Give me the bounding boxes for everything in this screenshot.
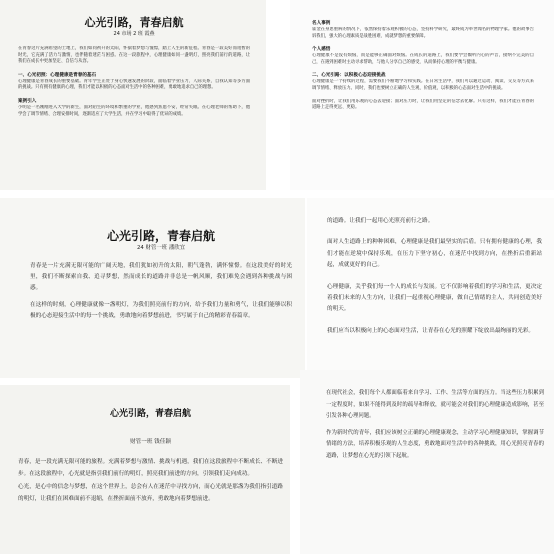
page-5-paragraph: 青春，是一段充满无限可能的旅程。充满着梦想与激情、挑战与机遇，我们在这段旅程中不断成长、不断进步。在这段旅程中，心光就是指引我们前行的明灯，照亮我们前进的方向，引领我们走向成功。	[18, 459, 283, 477]
document-page-1	[0, 0, 266, 190]
page-2-paragraph: 霍金在身患重病的情况下，依然保持着乐观积极的心态，坚持科学研究，最终成为举世闻名的物理学家。他的故事告诉我们，强大的心理素质是战胜困难、成就梦想的重要保障。	[312, 27, 534, 39]
page-6-content	[326, 388, 544, 468]
page-2-section-heading: 个人感悟	[312, 47, 331, 53]
document-page-3	[0, 198, 305, 378]
page-2-paragraph: 面对挫折时，让我们用乐观的心态去迎接；面对压力时，让我们用坚定的信念去化解。只有这样，我们才能在青春的道路上走得更远、更稳。	[312, 98, 534, 111]
page-4-paragraph: 我们应当以积极向上的心态面对生活，让青春在心光的照耀下绽放出最绚丽的光彩。	[327, 327, 534, 334]
page-1-content	[18, 16, 250, 124]
page-5-content	[18, 407, 283, 507]
page-2-paragraph: 心理健康是一个持续的过程，需要我们不断地学习和实践。在日常生活中，我们可以通过运动、阅读、交友等方式来调节情绪、释放压力。同时，我们也要树立正确的人生观、价值观，以积极的心态面对生活中的挑战。	[312, 79, 534, 91]
page-3-subtitle: 24 财管一班 潘欣宜	[136, 245, 186, 251]
page-5-title: 心光引路，青春启航	[109, 409, 191, 419]
document-page-2	[290, 0, 554, 190]
page-6-paragraph: 作为新时代的青年，我们应该树立正确的心理健康观念，主动学习心理健康知识，掌握调节情绪的方法，培养积极乐观的人生态度，勇敢地面对生活中的各种挑战，用心光照亮青春的道路，让梦想在心光的引领下起航。	[326, 429, 544, 459]
document-page-6	[300, 370, 554, 554]
page-4-paragraph: 的道路。让我们一起用心光照亮前行之路。	[327, 218, 434, 224]
page-2-content	[312, 20, 534, 118]
page-2-paragraph: 心理健康不是没有烦恼，而是能够正确面对烦恼。在成长的道路上，我们要学会倾听内心的声音，接纳不完美的自己，在遇到困难时主动寻求帮助，与他人分享自己的感受，从而保持心理的平衡与健康。	[312, 53, 534, 65]
page-1-subtitle: 24 市场 2 班 霞燕	[113, 31, 155, 37]
page-3-paragraph: 在这样的时刻，心理健康就像一盏明灯，为我们照亮前行的方向，给予我们力量和勇气，让我们能够以积极的心态迎接生活中的每一个挑战，勇敢地向着梦想前进，书写属于自己的精彩青春篇章。	[30, 302, 292, 319]
page-3-title: 心光引路，青春启航	[106, 229, 215, 243]
page-5-subtitle: 财管一班 钱佳颖	[130, 439, 171, 445]
page-1-paragraph: 在青春这片充满希望的土地上，我们如同初升的太阳，怀揣着梦想与憧憬，踏上人生的新征程。青春是一段美好而短暂的时光，它充满了活力与激情，也伴随着迷茫与困惑。在这一段旅程中，心理健康如同一盏明灯，照亮我们前行的道路，让我们在成长中更加坚定、自信与从容。	[18, 46, 250, 65]
page-3-content	[30, 228, 292, 328]
page-2-section-heading: 名人事例	[312, 21, 331, 26]
page-4-content	[327, 216, 542, 347]
page-1-title: 心光引路，青春启航	[84, 16, 184, 29]
page-1-section-heading: 一、心光初照：心理健康是青春的基石	[18, 72, 97, 78]
page-6-paragraph: 在现代社会，我们每个人都面临着来自学习、工作、生活等方面的压力。当这些压力积累到一定程度时，如果不能得到及时的疏导和释放，就可能会对我们的心理健康造成影响，甚至引发各种心理问题。	[326, 390, 544, 420]
page-1-paragraph: 小明是一名刚刚进入大学的新生，面对陌生的环境和繁重的学业，他感到焦虑不安，经常失眠。在心理老师的帮助下，他学会了调节情绪、合理安排时间，逐渐适应了大学生活，并在学习中取得了优异的成绩。	[18, 104, 250, 117]
page-1-section-heading: 案例引入	[18, 98, 37, 104]
page-4-paragraph: 面对人生道路上的种种困难，心理健康是我们最坚实的后盾。只有拥有健康的心理，我们才能在逆境中保持乐观，在压力下坚守初心，在迷茫中找到方向，在挫折后重新站起，成就更好的自己。	[327, 239, 542, 269]
page-1-paragraph: 心理健康是青春成长的重要基础。青年学生正处于身心快速发展的阶段，面临着学业压力、人际关系、自我认知等多方面的挑战。只有拥有健康的心理，我们才能以积极的心态面对生活中的各种困难，勇敢地追求自己的理想。	[18, 78, 250, 91]
document-page-5	[0, 385, 290, 554]
document-page-4	[307, 198, 554, 378]
page-2-section-heading: 二、心光引路：以积极心态迎接挑战	[312, 73, 386, 79]
page-5-paragraph: 心光，是心中的信念与梦想，在这个世界上，总会有人在迷茫中寻找方向，而心光就是那盏为我们指引道路的明灯，让我们在困难面前不退缩，在挫折面前不放弃，勇敢地向着梦想前进。	[18, 484, 283, 502]
page-3-paragraph: 青春是一片充满无限可能的广阔天地，我们犹如初升的太阳，朝气蓬勃，满怀憧憬。在这段美好的时光里，我们不断探索自我、追寻梦想，然而成长的道路并非总是一帆风顺，我们难免会遇到各种挑战与困惑。	[30, 263, 292, 291]
page-4-paragraph: 心理健康，关乎我们每一个人的成长与发展。它不仅影响着我们的学习和生活，更决定着我们未来的人生方向，让我们一起重视心理健康，做自己情绪的主人，共同创造美好的明天。	[327, 283, 542, 313]
